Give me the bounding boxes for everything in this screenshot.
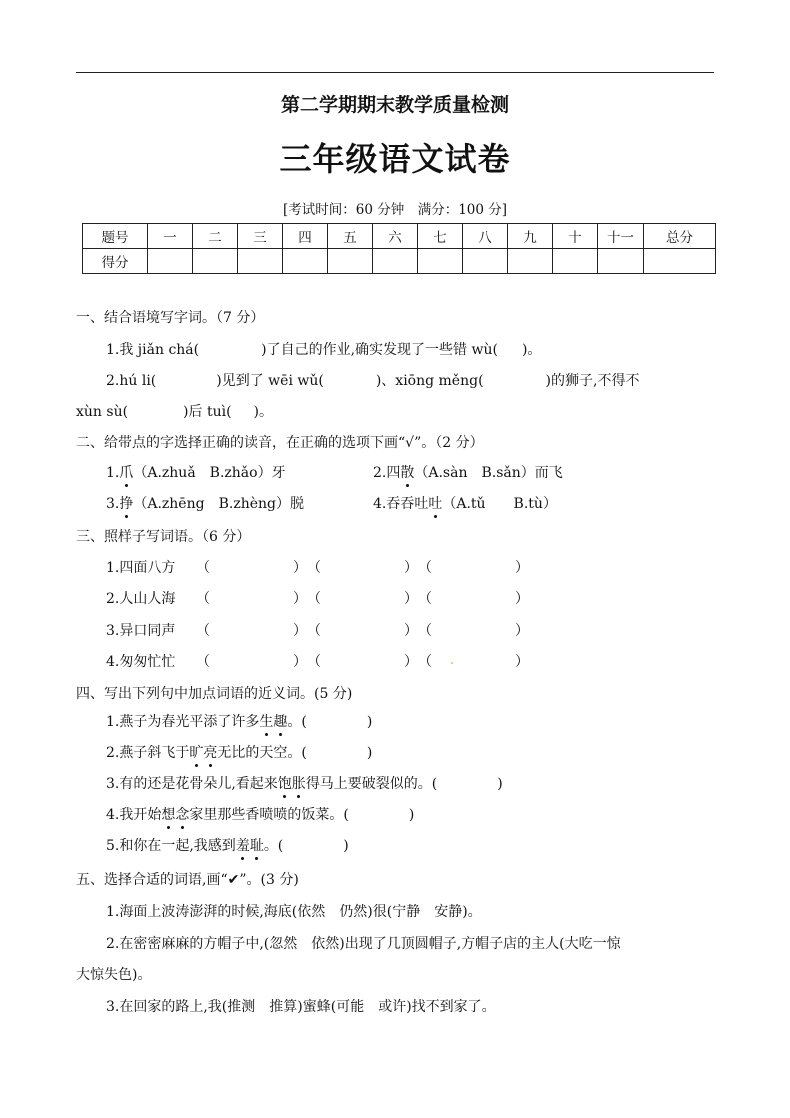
open-paren: （ [307, 591, 321, 607]
score-cell [193, 249, 238, 274]
open-paren: （ [196, 560, 210, 576]
q-text: )的狮子,不得不 [545, 373, 640, 389]
dotted-word [278, 776, 306, 792]
q-text: 5.和你在一起,我感到 [106, 838, 236, 854]
section3-item-label: 3.异口同声 [106, 623, 176, 639]
exam-info: [考试时间：60 分钟 满分：100 分] [282, 202, 508, 218]
table-header-cell: 四 [283, 224, 328, 249]
table-header-cell: 二 [193, 224, 238, 249]
table-header-cell: 十 [553, 224, 598, 249]
open-paren: （ [196, 654, 210, 670]
q-text: ) [343, 838, 349, 854]
dotted-char: 爪 [119, 462, 133, 482]
score-cell [328, 249, 373, 274]
table-header-cell: 三 [238, 224, 283, 249]
q-text: xùn sù( [76, 404, 129, 420]
dotted-char: 散 [400, 462, 414, 482]
score-table-score-row [83, 249, 716, 274]
scan-speck [451, 662, 453, 664]
close-paren: ） [293, 654, 307, 670]
table-header-cell: 七 [418, 224, 463, 249]
table-header-cell: 八 [463, 224, 508, 249]
score-cell [283, 249, 328, 274]
q-text: 家里那些香喷喷的饭菜。( [189, 807, 349, 823]
score-cell [553, 249, 598, 274]
q-text: 3.有的还是花骨朵儿,看起来 [106, 776, 278, 792]
score-table-header-row [83, 224, 716, 249]
q-text: 得马上要破裂似的。( [305, 776, 438, 792]
q-text: )后 tuì( [183, 404, 232, 420]
close-paren: ） [293, 591, 307, 607]
q-text: 2.四 [373, 465, 401, 481]
open-paren: （ [418, 623, 432, 639]
section5-q2-line2: 大惊失色)。 [76, 967, 152, 983]
q-text: ) [366, 714, 373, 730]
q-text: 4.吞吞吐 [373, 496, 429, 512]
close-paren: ） [404, 560, 418, 576]
section3-item-label: 4.匆匆忙忙 [106, 654, 176, 670]
section2-q4 [373, 493, 557, 513]
exam-subtitle: 第二学期期末教学质量检测 [280, 94, 509, 116]
table-header-cell: 十一 [598, 224, 644, 249]
dotted-char: 生 [259, 711, 273, 731]
section5-q3: 3.在回家的路上,我(推测 推算)蜜蜂(可能 或许)找不到家了。 [106, 999, 496, 1015]
close-paren: ） [515, 591, 529, 607]
q-text: 1.燕子为春光平添了许多 [106, 714, 260, 730]
score-cell [148, 249, 193, 274]
open-paren: （ [196, 591, 210, 607]
section3-heading: 三、照样子写词语。（6 分） [76, 529, 251, 545]
table-header-cell: 九 [508, 224, 553, 249]
table-header-cell: 五 [328, 224, 373, 249]
section2-q3 [106, 493, 304, 513]
section2-q1 [106, 462, 286, 482]
dotted-char: 念 [175, 804, 189, 824]
section1-q1 [106, 339, 541, 359]
q-text: )。 [521, 342, 542, 358]
close-paren: ） [293, 560, 307, 576]
q-text: 4.我开始 [106, 807, 162, 823]
exam-title: 三年级语文试卷 [279, 140, 511, 178]
close-paren: ） [515, 560, 529, 576]
open-paren: （ [418, 560, 432, 576]
section2-q2 [373, 462, 563, 482]
section3-item-label: 1.四面八方 [106, 560, 176, 576]
close-paren: ） [515, 623, 529, 639]
q-text: （A.zhuǎ B.zhǎo）牙 [133, 465, 286, 481]
close-paren: ） [515, 654, 529, 670]
q-text: ) [408, 807, 415, 823]
score-row-label: 得分 [83, 249, 148, 274]
q-text: ) [497, 776, 503, 792]
dotted-char: 想 [161, 804, 175, 824]
close-paren: ） [404, 654, 418, 670]
open-paren: （ [307, 654, 321, 670]
dotted-char: 吐 [428, 493, 442, 513]
score-cell [598, 249, 644, 274]
score-table [82, 223, 716, 274]
q-text: 2.hú li( [106, 373, 157, 389]
section4-q4 [106, 804, 414, 824]
section1-q2-continued [76, 401, 273, 421]
section5-heading: 五、选择合适的词语,画“✔”。(3 分) [76, 872, 299, 888]
section5-q2-line1: 2.在密密麻麻的方帽子中,(忽然 依然)出现了几顶圆帽子,方帽子店的主人(大吃一惊 [106, 936, 621, 952]
score-cell [508, 249, 553, 274]
dotted-char: 羞 [236, 835, 250, 855]
dotted-char: 胀 [292, 773, 306, 793]
section4-q5 [106, 835, 349, 855]
top-divider [76, 72, 714, 73]
section4-q1 [106, 711, 372, 731]
score-cell [644, 249, 716, 274]
score-cell [418, 249, 463, 274]
open-paren: （ [418, 654, 432, 670]
q-text: 2.燕子斜飞于 [106, 745, 190, 761]
section5-q1: 1.海面上波涛澎湃的时候,海底(依然 仍然)很(宁静 安静)。 [106, 904, 482, 920]
open-paren: （ [307, 560, 321, 576]
q-text: （A.zhēng B.zhèng）脱 [133, 496, 304, 512]
dotted-word [259, 714, 287, 730]
dotted-char: 趣 [273, 711, 287, 731]
score-cell [373, 249, 418, 274]
q-text: )了自己的作业,确实发现了一些错 wù( [261, 342, 498, 358]
dotted-word [189, 745, 217, 761]
dotted-char: 耻 [250, 835, 264, 855]
table-header-cell: 总分 [644, 224, 716, 249]
open-paren: （ [418, 591, 432, 607]
score-cell [463, 249, 508, 274]
section2-heading: 二、给带点的字选择正确的读音，在正确的选项下画“√”。（2 分） [76, 435, 484, 451]
close-paren: ） [404, 623, 418, 639]
section4-q2 [106, 742, 372, 762]
q-text: 无比的天空。( [217, 745, 307, 761]
table-header-cell: 一 [148, 224, 193, 249]
open-paren: （ [307, 623, 321, 639]
dotted-word [236, 838, 264, 854]
dotted-char: 饱 [278, 773, 292, 793]
dotted-word [161, 807, 189, 823]
section4-q3 [106, 773, 503, 793]
q-text: )见到了 wēi wǔ( [216, 373, 324, 389]
q-text: ) [366, 745, 373, 761]
q-text: )、xiōng měng( [375, 373, 484, 389]
table-header-cell: 题号 [83, 224, 148, 249]
q-text: 1.我 jiǎn chá( [106, 342, 200, 358]
open-paren: （ [196, 623, 210, 639]
q-text: 3. [106, 496, 120, 512]
section1-heading: 一、结合语境写字词。（7 分） [76, 310, 265, 326]
q-text: （A.tǔ B.tù） [442, 496, 557, 512]
score-cell [238, 249, 283, 274]
q-text: （A.sàn B.sǎn）而飞 [414, 465, 563, 481]
close-paren: ） [404, 591, 418, 607]
q-text: 。( [263, 838, 284, 854]
dotted-char: 挣 [119, 493, 133, 513]
q-text: 1. [106, 465, 120, 481]
table-header-cell: 六 [373, 224, 418, 249]
q-text: )。 [253, 404, 274, 420]
q-text: 。( [287, 714, 307, 730]
section1-q2 [106, 370, 639, 390]
dotted-char: 旷 [189, 742, 203, 762]
section3-item-label: 2.人山人海 [106, 591, 176, 607]
close-paren: ） [293, 623, 307, 639]
dotted-char: 亮 [203, 742, 217, 762]
section4-heading: 四、写出下列句中加点词语的近义词。(5 分) [76, 686, 353, 702]
